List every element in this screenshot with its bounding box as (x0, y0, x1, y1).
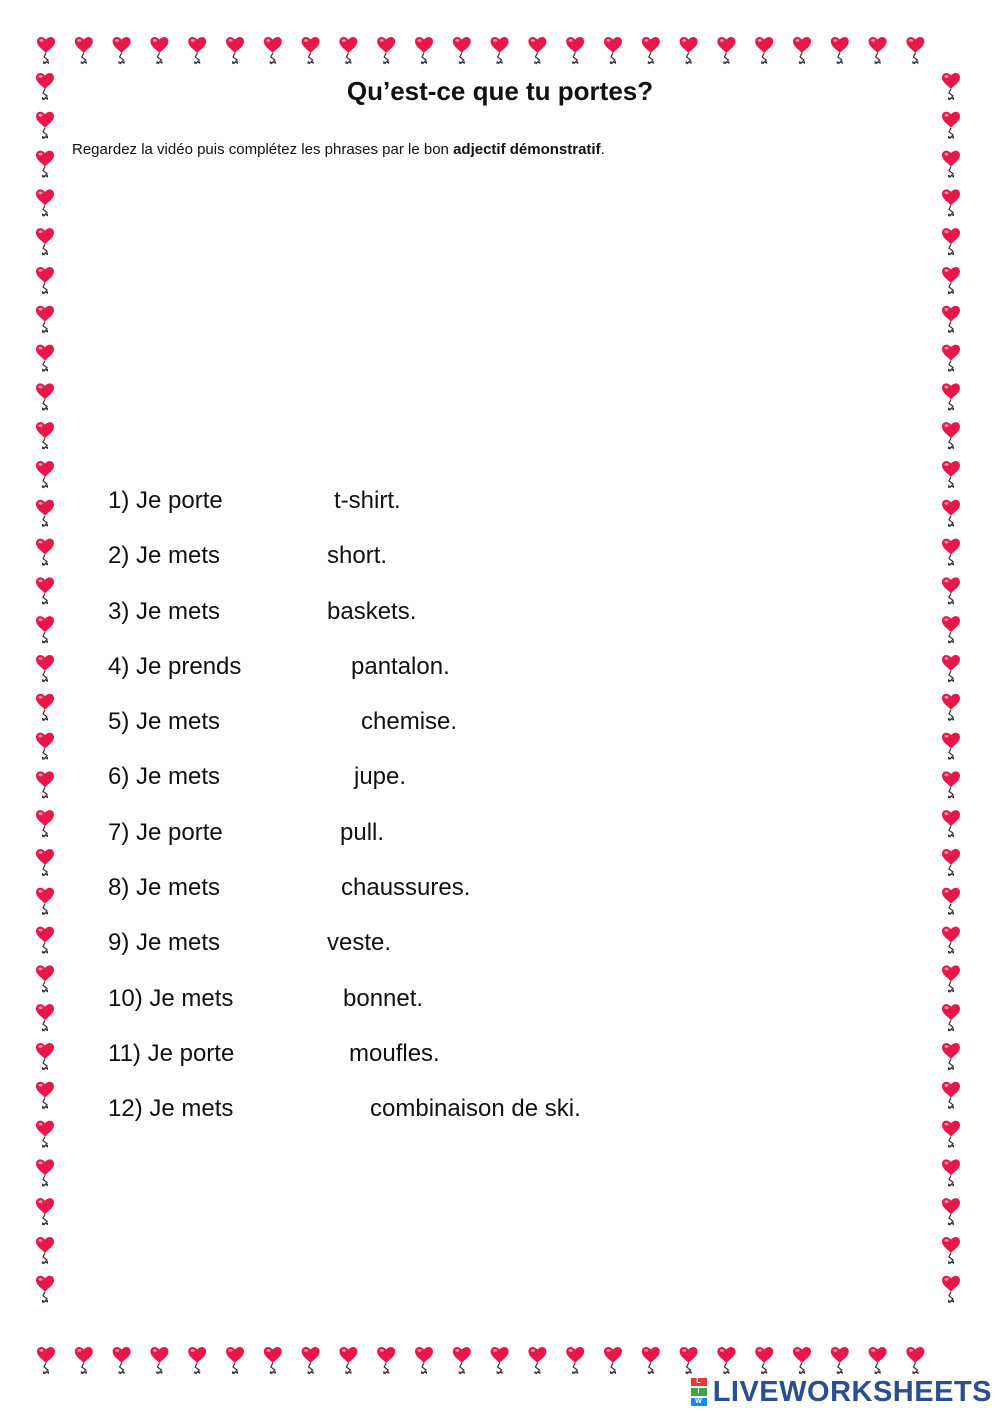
heart-balloon-icon (942, 383, 960, 410)
heart-balloon-icon (755, 37, 773, 64)
heart-balloon-icon (942, 849, 960, 876)
heart-balloon-icon (566, 37, 584, 64)
heart-balloon-icon (453, 1347, 471, 1374)
heart-balloon-icon (36, 461, 54, 488)
heart-balloon-icon (36, 655, 54, 682)
exercise-item (108, 926, 808, 981)
heart-balloon-icon (36, 927, 54, 954)
heart-balloon-icon (566, 1347, 584, 1374)
item-suffix: chaussures. (341, 874, 471, 902)
exercise-list (108, 484, 808, 1148)
liveworksheets-badge-icon (691, 1377, 711, 1407)
heart-balloon-icon (906, 1347, 924, 1374)
exercise-item (108, 871, 808, 926)
item-prefix: 4) Je prends (108, 652, 242, 680)
item-suffix: pantalon. (351, 652, 450, 680)
item-suffix: short. (327, 542, 388, 570)
item-suffix: t-shirt. (334, 487, 401, 514)
heart-balloon-icon (339, 1347, 357, 1374)
heart-balloon-icon (36, 1121, 54, 1148)
heart-balloon-icon (942, 151, 960, 178)
heart-balloon-icon (226, 1347, 244, 1374)
heart-balloon-icon (942, 888, 960, 915)
heart-balloon-icon (36, 694, 54, 721)
heart-balloon-icon (942, 810, 960, 837)
heart-balloon-icon (75, 1347, 93, 1374)
heart-balloon-icon (755, 1347, 773, 1374)
badge-letter: W (691, 1398, 707, 1406)
heart-balloon-icon (528, 37, 546, 64)
item-suffix: combinaison de ski. (370, 1095, 581, 1123)
answer-blank-12[interactable] (268, 1096, 338, 1124)
heart-balloon-icon (150, 37, 168, 64)
heart-balloon-icon (36, 1276, 54, 1303)
heart-balloon-icon (226, 37, 244, 64)
answer-blank-8[interactable] (248, 875, 318, 903)
heart-balloon-icon (942, 771, 960, 798)
heart-balloon-icon (377, 37, 395, 64)
item-prefix: 3) Je mets (108, 597, 221, 625)
heart-balloon-icon (36, 849, 54, 876)
answer-blank-6[interactable] (256, 764, 326, 792)
item-suffix: pull. (340, 818, 385, 846)
heart-balloon-icon (717, 37, 735, 64)
exercise-item (108, 539, 808, 594)
heart-balloon-icon (36, 733, 54, 760)
heart-balloon-icon (869, 37, 887, 64)
item-prefix: 9) Je mets (108, 929, 221, 957)
heart-balloon-icon (36, 616, 54, 643)
heart-balloon-icon (604, 1347, 622, 1374)
item-suffix: chemise. (361, 708, 458, 736)
heart-balloon-icon (680, 1347, 698, 1374)
heart-balloon-icon (415, 1347, 433, 1374)
heart-balloon-icon (150, 1347, 168, 1374)
heart-balloon-icon (942, 927, 960, 954)
exercise-item (108, 1037, 808, 1092)
heart-balloon-icon (942, 228, 960, 255)
heart-balloon-icon (491, 37, 509, 64)
logo-text: LIVEWORKSHEETS (712, 1375, 992, 1408)
heart-balloon-icon (793, 37, 811, 64)
heart-balloon-icon (942, 345, 960, 372)
heart-balloon-icon (491, 1347, 509, 1374)
item-suffix: baskets. (327, 597, 417, 625)
exercise-item (108, 650, 808, 705)
heart-balloon-icon (942, 112, 960, 139)
item-prefix: 10) Je mets (108, 984, 234, 1012)
heart-balloon-icon (188, 1347, 206, 1374)
heart-balloon-icon (942, 306, 960, 333)
heart-balloon-icon (415, 37, 433, 64)
heart-balloon-icon (36, 306, 54, 333)
heart-balloon-icon (36, 267, 54, 294)
heart-balloon-icon (377, 1347, 395, 1374)
answer-blank-10[interactable] (258, 986, 328, 1014)
instructions-bold: adjectif démonstratif (453, 141, 601, 158)
heart-balloon-icon (906, 37, 924, 64)
heart-balloon-icon (264, 37, 282, 64)
heart-balloon-icon (942, 422, 960, 449)
heart-balloon-icon (36, 345, 54, 372)
exercise-item (108, 816, 808, 871)
heart-balloon-icon (942, 189, 960, 216)
item-prefix: 12) Je mets (108, 1095, 234, 1123)
item-prefix: 2) Je mets (108, 542, 221, 570)
item-prefix: 7) Je porte (108, 818, 223, 846)
heart-balloon-icon (942, 500, 960, 527)
exercise-item (108, 982, 808, 1037)
heart-balloon-icon (942, 694, 960, 721)
heart-balloon-icon (831, 1347, 849, 1374)
heart-balloon-icon (36, 1159, 54, 1186)
heart-balloon-icon (37, 37, 55, 64)
instructions-text: Regardez la vidéo puis complétez les phrases par le bon (72, 141, 454, 158)
exercise-item (108, 484, 808, 539)
heart-balloon-icon (942, 577, 960, 604)
heart-balloon-icon (642, 37, 660, 64)
heart-balloon-icon (113, 37, 131, 64)
heart-balloon-icon (942, 616, 960, 643)
heart-balloon-icon (942, 1198, 960, 1225)
answer-blank-11[interactable] (264, 1041, 334, 1069)
heart-balloon-icon (302, 1347, 320, 1374)
heart-balloon-icon (36, 422, 54, 449)
heart-balloon-icon (942, 965, 960, 992)
heart-balloon-icon (36, 151, 54, 178)
item-suffix: jupe. (354, 763, 407, 791)
heart-balloon-icon (36, 539, 54, 566)
heart-balloon-icon (36, 1004, 54, 1031)
item-suffix: veste. (327, 929, 392, 957)
heart-balloon-icon (75, 37, 93, 64)
heart-balloon-icon (36, 1198, 54, 1225)
heart-balloon-icon (36, 1082, 54, 1109)
badge-letter: L (691, 1378, 707, 1386)
instructions (72, 141, 605, 158)
heart-balloon-icon (36, 112, 54, 139)
heart-balloon-icon (942, 1043, 960, 1070)
heart-balloon-icon (942, 1159, 960, 1186)
heart-balloon-icon (942, 1121, 960, 1148)
badge-letter: I (691, 1388, 707, 1396)
heart-balloon-icon (36, 1237, 54, 1264)
heart-balloon-icon (528, 1347, 546, 1374)
heart-balloon-icon (36, 810, 54, 837)
heart-balloon-icon (36, 228, 54, 255)
heart-balloon-icon (453, 37, 471, 64)
heart-balloon-icon (942, 267, 960, 294)
heart-balloon-icon (942, 655, 960, 682)
item-prefix: 6) Je mets (108, 763, 221, 791)
heart-balloon-icon (793, 1347, 811, 1374)
heart-balloon-icon (942, 1237, 960, 1264)
exercise-item (108, 595, 808, 650)
heart-balloon-icon (717, 1347, 735, 1374)
heart-balloon-icon (831, 37, 849, 64)
heart-balloon-icon (113, 1347, 131, 1374)
heart-balloon-icon (302, 37, 320, 64)
heart-balloon-icon (264, 1347, 282, 1374)
heart-balloon-icon (37, 1347, 55, 1374)
answer-blank-4[interactable] (266, 654, 336, 682)
item-prefix: 11) Je porte (108, 1039, 235, 1067)
heart-balloon-icon (869, 1347, 887, 1374)
page-title: Qu’est-ce que tu portes? (346, 76, 654, 106)
heart-balloon-icon (942, 461, 960, 488)
heart-balloon-icon (942, 1276, 960, 1303)
answer-blank-5[interactable] (258, 709, 328, 737)
heart-balloon-icon (36, 383, 54, 410)
heart-balloon-icon (942, 1082, 960, 1109)
heart-balloon-icon (36, 965, 54, 992)
item-suffix: bonnet. (343, 984, 424, 1012)
answer-blank-3[interactable] (242, 599, 312, 627)
heart-balloon-icon (188, 37, 206, 64)
item-prefix: 1) Je porte (108, 487, 223, 514)
heart-balloon-icon (942, 1004, 960, 1031)
answer-blank-2[interactable] (242, 543, 312, 571)
answer-blank-1[interactable] (248, 488, 318, 516)
exercise-item (108, 1092, 808, 1147)
item-prefix: 8) Je mets (108, 874, 221, 902)
exercise-item (108, 760, 808, 815)
liveworksheets-logo (691, 1375, 992, 1409)
heart-balloon-icon (604, 37, 622, 64)
instructions-end: . (600, 141, 605, 158)
heart-balloon-icon (642, 1347, 660, 1374)
heart-balloon-icon (942, 539, 960, 566)
heart-balloon-icon (36, 189, 54, 216)
answer-blank-9[interactable] (242, 930, 312, 958)
answer-blank-7[interactable] (250, 820, 320, 848)
item-prefix: 5) Je mets (108, 708, 221, 736)
heart-balloon-icon (942, 733, 960, 760)
heart-balloon-icon (36, 500, 54, 527)
heart-balloon-icon (680, 37, 698, 64)
heart-balloon-icon (36, 577, 54, 604)
item-suffix: moufles. (349, 1039, 440, 1067)
heart-balloon-icon (36, 888, 54, 915)
heart-balloon-icon (36, 771, 54, 798)
heart-balloon-icon (339, 37, 357, 64)
heart-balloon-icon (36, 1043, 54, 1070)
exercise-item (108, 705, 808, 760)
